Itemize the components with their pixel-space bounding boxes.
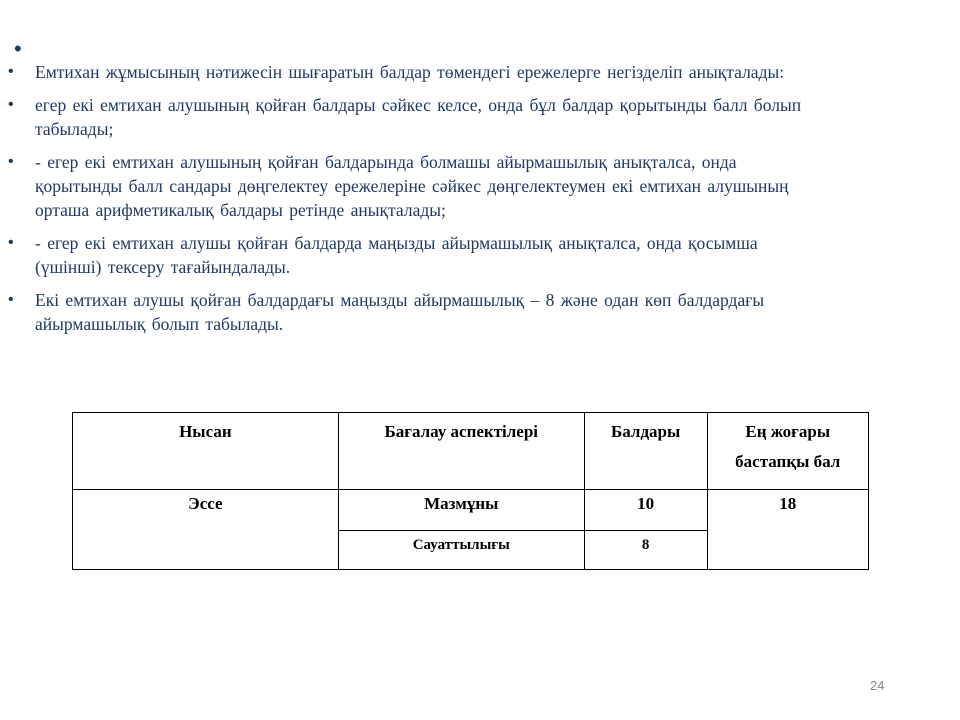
cell-score: 10 (584, 490, 707, 531)
header-max-score: Ең жоғары бастапқы бал (707, 413, 869, 490)
stray-bullet-marker: • (14, 36, 22, 61)
bullet-dot-icon: • (8, 234, 14, 251)
cell-aspect: Сауаттылығы (338, 531, 584, 570)
bullet-item-2 (8, 93, 828, 141)
header-aspects: Бағалау аспектілері (338, 413, 584, 490)
bullet-dot-icon: • (8, 96, 14, 113)
table-row (73, 490, 869, 531)
scoring-table (72, 412, 869, 570)
cell-max-score: 18 (707, 490, 869, 570)
bullet-item-3 (8, 150, 828, 222)
bullet-text: - егер екі емтихан алушының қойған балдарында болмашы айырмашылық анықталса, онда қорытынды балл сандары дөңгелектеу ережелеріне сәйкес дөңгелектеумен екі емтихан алушының орташа арифметикалық балдары ретінде анықталады; (35, 152, 789, 220)
bullet-text: егер екі емтихан алушының қойған балдары сәйкес келсе, онда бұл балдар қорытынды балл болып табылады; (35, 95, 802, 139)
bullet-text: Екі емтихан алушы қойған балдардағы маңызды айырмашылық – 8 және одан көп балдардағы айырмашылық болып табылады. (35, 290, 765, 334)
header-object: Нысан (73, 413, 339, 490)
cell-aspect: Мазмұны (338, 490, 584, 531)
bullet-item-5 (8, 288, 828, 336)
bullet-dot-icon: • (8, 291, 14, 308)
page-number: 24 (870, 678, 885, 693)
bullet-item-4 (8, 231, 828, 279)
cell-object: Эссе (73, 490, 339, 570)
bullet-item-1 (8, 60, 828, 84)
bullet-text: Емтихан жұмысының нәтижесін шығаратын балдар төмендегі ережелерге негізделіп анықталады: (35, 62, 785, 82)
bullet-dot-icon: • (8, 63, 14, 80)
header-scores: Балдары (584, 413, 707, 490)
bullet-text: - егер екі емтихан алушы қойған балдарда маңызды айырмашылық анықталса, онда қосымша (үшінші) тексеру тағайындалады. (35, 233, 758, 277)
cell-score: 8 (584, 531, 707, 570)
bullet-dot-icon: • (8, 153, 14, 170)
table-header-row (73, 413, 869, 490)
rules-bullet-list (8, 60, 828, 345)
